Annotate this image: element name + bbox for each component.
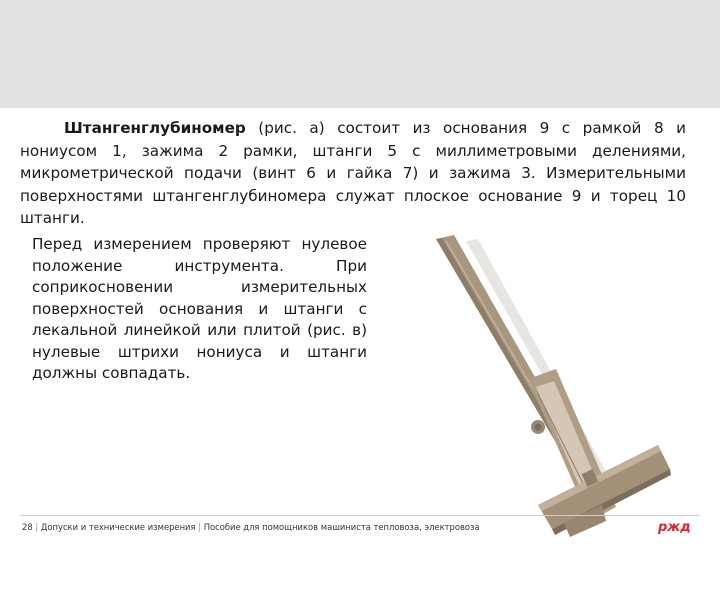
page-number: 28 bbox=[22, 522, 33, 532]
term-bold: Штангенглубиномер bbox=[64, 119, 246, 137]
main-paragraph-text: (рис. а) состоит из основания 9 с рамкой 8 и нониусом 1, зажима 2 рамки, штанги 5 с миллиметровыми делениями, микрометрической подачи (винт 6 и гайка 7) и зажима 3. Измерительными поверхностями штангенглубиномера служат плоское основание 9 и торец 10 штанги. bbox=[20, 119, 687, 227]
depth-caliper-photo bbox=[388, 229, 698, 599]
manual-title: Пособие для помощников машиниста тепловоза, электровоза bbox=[203, 522, 480, 532]
main-paragraph bbox=[20, 117, 686, 230]
course-title: Допуски и технические измерения bbox=[40, 522, 196, 532]
zero-check-paragraph: Перед измерением проверяют нулевое положение инструмента. При соприкосновении измерительных поверхностей основания и штанги с лекальной линейкой или плитой (рис. в) нулевые штрихи нониуса и штанги должны совпадать. bbox=[32, 235, 367, 382]
footer-divider bbox=[20, 515, 700, 516]
rzd-logo-icon bbox=[658, 516, 692, 536]
footer-text bbox=[22, 522, 480, 532]
footer bbox=[0, 504, 720, 540]
footer-separator: | bbox=[198, 522, 202, 532]
header-band bbox=[0, 0, 720, 108]
slide-content bbox=[0, 108, 720, 540]
svg-text:ржд: ржд bbox=[658, 520, 691, 535]
footer-separator: | bbox=[35, 522, 39, 532]
